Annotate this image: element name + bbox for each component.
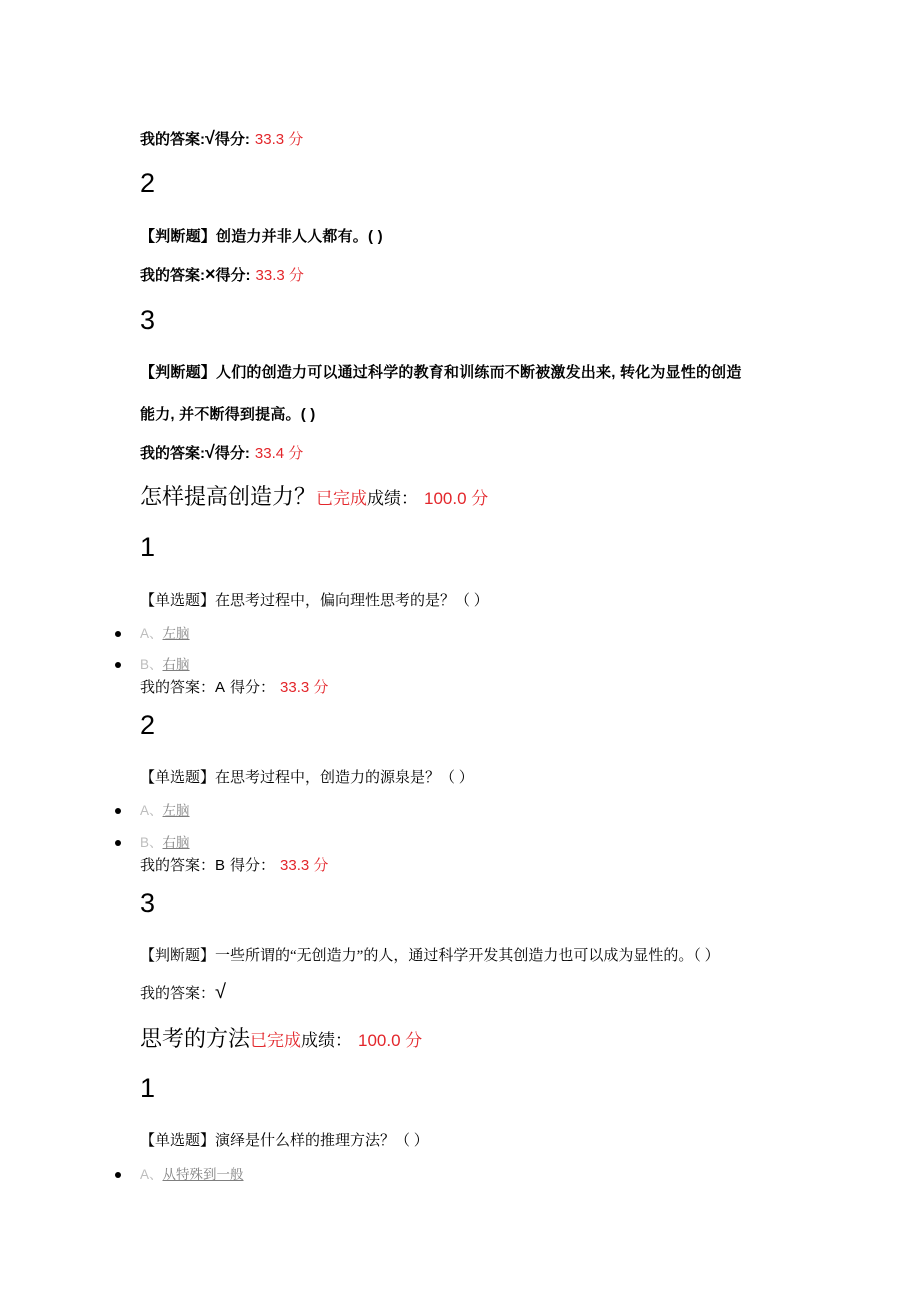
check-mark-icon: √ bbox=[215, 981, 226, 1003]
answer-value: A bbox=[215, 679, 226, 696]
section-status: 已完成 bbox=[250, 1031, 302, 1050]
option-item[interactable] bbox=[140, 656, 190, 674]
question-number: 1 bbox=[140, 532, 156, 562]
answer-value: B bbox=[215, 857, 226, 874]
question-text-line: 能力, 并不断得到提高。( ) bbox=[140, 406, 316, 423]
check-mark-icon: √ bbox=[205, 442, 215, 462]
option-label: A、 bbox=[140, 1167, 163, 1182]
answer-label: 我的答案： bbox=[140, 679, 216, 696]
question-number: 2 bbox=[140, 710, 156, 740]
bullet-icon bbox=[115, 631, 121, 637]
answer-label: 我的答案： bbox=[140, 985, 216, 1002]
bullet-icon bbox=[115, 808, 121, 814]
answer-line bbox=[140, 980, 226, 1006]
score-label: 得分: bbox=[215, 267, 251, 284]
answer-line bbox=[140, 442, 303, 464]
answer-line bbox=[140, 264, 304, 286]
score-value: 33.3 分 bbox=[280, 857, 329, 874]
answer-label: 我的答案: bbox=[140, 445, 205, 462]
section-header bbox=[140, 483, 488, 515]
question-number: 3 bbox=[140, 888, 156, 918]
section-grade: 100.0 分 bbox=[358, 1031, 423, 1050]
option-label: B、 bbox=[140, 835, 163, 850]
bullet-icon bbox=[115, 1172, 121, 1178]
answer-label: 我的答案： bbox=[140, 857, 216, 874]
score-value: 33.3 分 bbox=[255, 267, 304, 284]
option-text[interactable]: 左脑 bbox=[162, 803, 190, 818]
question-text: 【单选题】演绎是什么样的推理方法？（ ） bbox=[140, 1133, 429, 1149]
option-item[interactable] bbox=[140, 802, 190, 820]
section-title: 怎样提高创造力？ bbox=[140, 485, 317, 510]
score-label: 得分： bbox=[230, 679, 276, 696]
option-text[interactable]: 从特殊到一般 bbox=[162, 1167, 244, 1182]
option-item[interactable] bbox=[140, 834, 190, 852]
score-label: 得分: bbox=[214, 131, 250, 148]
option-text[interactable]: 右脑 bbox=[162, 657, 190, 672]
question-text: 【判断题】一些所谓的“无创造力”的人，通过科学开发其创造力也可以成为显性的。（ ） bbox=[140, 948, 720, 964]
section-status: 已完成 bbox=[316, 489, 368, 508]
section-grade-label: 成绩： bbox=[301, 1031, 353, 1050]
bullet-icon bbox=[115, 662, 121, 668]
score-value: 33.3 分 bbox=[254, 131, 304, 148]
score-label: 得分: bbox=[214, 445, 250, 462]
answer-line bbox=[140, 678, 328, 698]
question-number: 2 bbox=[140, 168, 156, 198]
option-text[interactable]: 右脑 bbox=[162, 835, 190, 850]
option-label: B、 bbox=[140, 657, 163, 672]
question-text: 【判断题】创造力并非人人都有。( ) bbox=[140, 228, 383, 245]
score-label: 得分： bbox=[230, 857, 276, 874]
option-item[interactable] bbox=[140, 1166, 244, 1184]
question-text-line: 【判断题】人们的创造力可以通过科学的教育和训练而不断被激发出来, 转化为显性的创造 bbox=[140, 364, 742, 381]
question-text: 【单选题】在思考过程中，偏向理性思考的是？（ ） bbox=[140, 593, 489, 609]
section-grade-label: 成绩： bbox=[367, 489, 419, 508]
cross-mark-icon: × bbox=[205, 264, 216, 284]
option-label: A、 bbox=[140, 803, 163, 818]
option-text[interactable]: 左脑 bbox=[162, 626, 190, 641]
question-text: 【单选题】在思考过程中，创造力的源泉是？（ ） bbox=[140, 770, 474, 786]
section-title: 思考的方法 bbox=[140, 1027, 251, 1052]
check-mark-icon: √ bbox=[205, 128, 215, 148]
question-number: 3 bbox=[140, 305, 156, 335]
option-label: A、 bbox=[140, 626, 163, 641]
answer-label: 我的答案: bbox=[140, 267, 205, 284]
bullet-icon bbox=[115, 840, 121, 846]
question-number: 1 bbox=[140, 1073, 156, 1103]
score-value: 33.3 分 bbox=[280, 679, 329, 696]
option-item[interactable] bbox=[140, 625, 190, 643]
answer-label: 我的答案: bbox=[140, 131, 205, 148]
answer-line bbox=[140, 856, 328, 876]
answer-line bbox=[140, 128, 303, 150]
score-value: 33.4 分 bbox=[254, 445, 304, 462]
section-grade: 100.0 分 bbox=[424, 489, 489, 508]
section-header bbox=[140, 1025, 422, 1057]
